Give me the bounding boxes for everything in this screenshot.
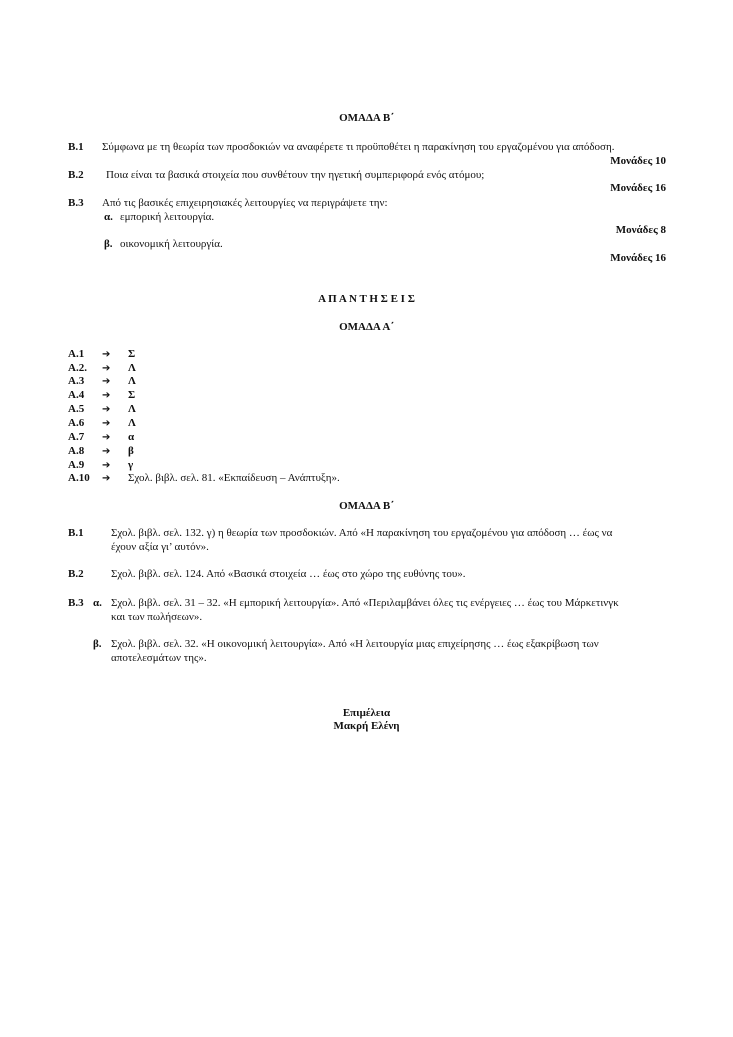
question-b3a-marks: Μονάδες 8 [615, 224, 666, 236]
answer-value: γ [128, 459, 134, 471]
question-b3a-text: εμπορική λειτουργία. [120, 211, 215, 223]
arrow-icon: ➔ [102, 460, 111, 471]
answer-b3a-line2: και των πωλήσεων». [111, 611, 203, 623]
answer-label: Α.10 [68, 472, 90, 484]
question-b3a-label: α. [104, 211, 113, 223]
answer-b1-label: Β.1 [68, 527, 84, 539]
answer-value: β [128, 445, 134, 457]
arrow-icon: ➔ [102, 363, 111, 374]
answer-label: Α.4 [68, 389, 85, 401]
arrow-icon: ➔ [102, 432, 111, 443]
answer-value: Σχολ. βιβλ. σελ. 81. «Εκπαίδευση – Ανάπτυξη». [128, 472, 340, 484]
answer-label: Α.6 [68, 417, 85, 429]
answers-group-a-heading: ΟΜΑΔΑ Α΄ [339, 321, 394, 333]
answers-group-b-heading: ΟΜΑΔΑ Β΄ [339, 500, 394, 512]
answer-b2-label: Β.2 [68, 568, 84, 580]
answer-b3-label: Β.3 [68, 597, 84, 609]
answers-title: Α Π Α Ν Τ Η Σ Ε Ι Σ [318, 293, 415, 305]
answer-label: Α.9 [68, 459, 85, 471]
question-b1-text: Σύμφωνα με τη θεωρία των προσδοκιών να αναφέρετε τι προϋποθέτει η παρακίνηση του εργαζομένου για απόδοση. [102, 141, 615, 153]
answer-label: Α.3 [68, 375, 85, 387]
answer-label: Α.1 [68, 348, 85, 360]
credits-author: Μακρή Ελένη [333, 720, 400, 732]
question-b2-text: Ποια είναι τα βασικά στοιχεία που συνθέτουν την ηγετική συμπεριφορά ενός ατόμου; [106, 169, 485, 181]
answer-value: Λ [128, 362, 136, 374]
question-b3b-marks: Μονάδες 16 [610, 252, 666, 264]
answer-value: Σ [128, 348, 136, 360]
answer-b2-line1: Σχολ. βιβλ. σελ. 124. Από «Βασικά στοιχεία … έως στο χώρο της ευθύνης του». [111, 568, 466, 580]
arrow-icon: ➔ [102, 349, 111, 360]
arrow-icon: ➔ [102, 376, 111, 387]
question-b3-text: Από τις βασικές επιχειρησιακές λειτουργίες να περιγράψετε την: [102, 197, 388, 209]
arrow-icon: ➔ [102, 446, 111, 457]
arrow-icon: ➔ [102, 473, 111, 484]
question-b2-label: Β.2 [68, 169, 84, 181]
credits-label: Επιμέλεια [342, 707, 391, 719]
question-b2-marks: Μονάδες 16 [610, 182, 666, 194]
answer-value: Λ [128, 403, 136, 415]
question-b3b-text: οικονομική λειτουργία. [120, 238, 223, 250]
question-b3b-label: β. [104, 238, 113, 250]
answer-b3b-line2: αποτελεσμάτων της». [111, 652, 207, 664]
question-b1-marks: Μονάδες 10 [610, 155, 666, 167]
arrow-icon: ➔ [102, 404, 111, 415]
answer-b3b-label: β. [93, 638, 102, 650]
answer-label: Α.2. [68, 362, 87, 374]
question-b3-label: Β.3 [68, 197, 84, 209]
arrow-icon: ➔ [102, 418, 111, 429]
answer-label: Α.7 [68, 431, 85, 443]
answer-b3a-line1: Σχολ. βιβλ. σελ. 31 – 32. «Η εμπορική λειτουργία». Από «Περιλαμβάνει όλες τις ενέργειες … έως του Μάρκετινγκ [111, 597, 619, 609]
answer-label: Α.5 [68, 403, 85, 415]
answer-b1-line2: έχουν αξία γι’ αυτόν». [111, 541, 209, 553]
answer-value: Λ [128, 375, 136, 387]
answer-value: Σ [128, 389, 136, 401]
answer-value: Λ [128, 417, 136, 429]
answer-b1-line1: Σχολ. βιβλ. σελ. 132. γ) η θεωρία των προσδοκιών. Από «Η παρακίνηση του εργαζομένου για απόδοση … έως να [111, 527, 613, 539]
section-b-heading: ΟΜΑΔΑ Β΄ [339, 112, 394, 124]
arrow-icon: ➔ [102, 390, 111, 401]
question-b1-label: Β.1 [68, 141, 84, 153]
answer-label: Α.8 [68, 445, 85, 457]
answer-b3a-label: α. [93, 597, 102, 609]
answer-b3b-line1: Σχολ. βιβλ. σελ. 32. «Η οικονομική λειτουργία». Από «Η λειτουργία μιας επιχείρησης … έως εξακρίβωση των [111, 638, 599, 650]
answer-value: α [128, 431, 135, 443]
